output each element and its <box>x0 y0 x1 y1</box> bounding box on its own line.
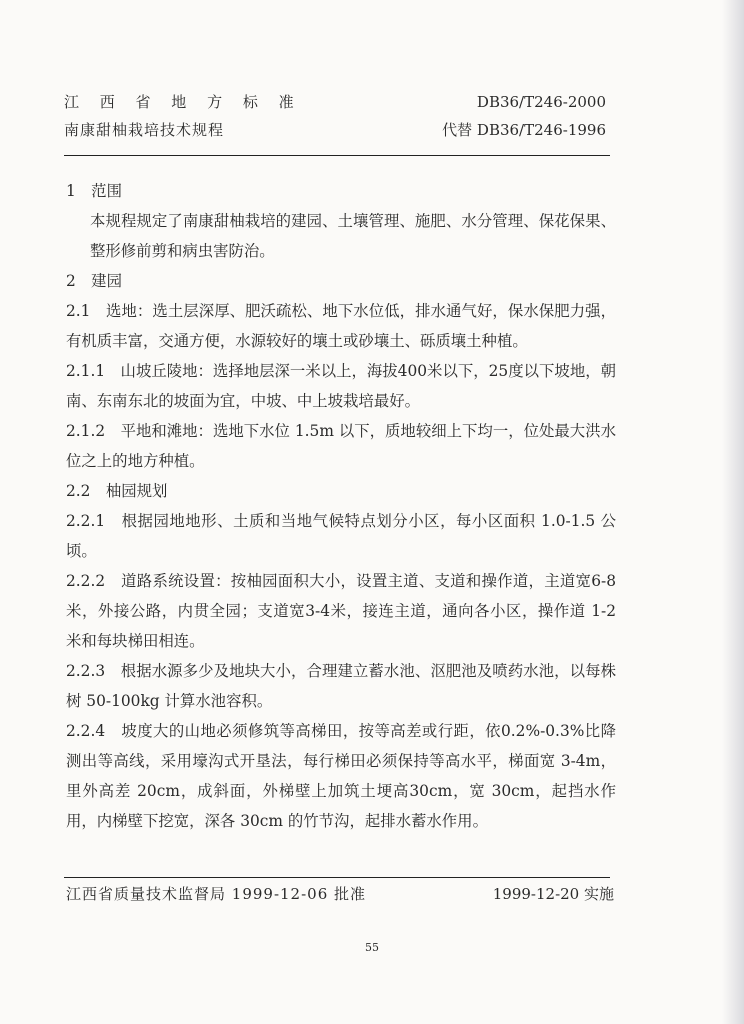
section-1-title: 1 范围 <box>66 182 122 200</box>
standard-org: 江 西 省 地 方 标 准 <box>64 93 302 111</box>
section-2-2-title: 2.2 柚园规划 <box>66 482 168 500</box>
header-right <box>442 88 606 144</box>
implementation-line: 1999-12-20 实施 <box>492 885 614 903</box>
document-title: 南康甜柚栽培技术规程 <box>64 121 225 139</box>
replaces-code: 代替 DB36/T246-1996 <box>442 121 606 139</box>
section-2-2-1: 2.2.1 根据园地地形、土质和当地气候特点划分小区，每小区面积 1.0-1.5 公顷。 <box>66 512 616 560</box>
section-2-1: 2.1 选地：选土层深厚、肥沃疏松、地下水位低，排水通气好，保水保肥力强，有机质丰富，交通方便，水源较好的壤土或砂壤土、砾质壤土种植。 <box>66 302 616 350</box>
approval-line: 江西省质量技术监督局 1999-12-06 批准 <box>66 885 367 903</box>
standard-code: DB36/T246-2000 <box>476 93 606 111</box>
section-1-body: 本规程规定了南康甜柚栽培的建园、土壤管理、施肥、水分管理、保花保果、整形修前剪和病虫害防治。 <box>90 212 616 260</box>
footer-divider <box>64 877 610 878</box>
page-number: 55 <box>365 941 379 954</box>
section-2-1-2: 2.1.2 平地和滩地：选地下水位 1.5m 以下，质地较细上下均一，位处最大洪水位之上的地方种植。 <box>66 422 616 470</box>
header-divider <box>64 155 610 156</box>
body-text <box>66 176 616 836</box>
section-2-title: 2 建园 <box>66 272 122 290</box>
section-2-2-2: 2.2.2 道路系统设置：按柚园面积大小，设置主道、支道和操作道，主道宽6-8米，外接公路，内贯全园；支道宽3-4米，接连主道，通向各小区，操作道 1-2 米和每块梯田相连。 <box>66 572 616 650</box>
header-left <box>64 88 302 144</box>
scan-edge-shadow <box>722 0 744 1024</box>
section-2-2-4: 2.2.4 坡度大的山地必须修筑等高梯田，按等高差或行距，依0.2%-0.3%比降测出等高线，采用壕沟式开垦法，每行梯田必须保持等高水平，梯面宽 3-4m，里外高差 20cm，成斜面，外梯壁上加筑土埂高30cm，宽 30cm，起挡水作用，内梯壁下挖宽，深各 30cm 的竹节沟，起排水蓄水作用。 <box>66 722 616 830</box>
section-2-2-3: 2.2.3 根据水源多少及地块大小，合理建立蓄水池、沤肥池及喷药水池，以每株树 50-100kg 计算水池容积。 <box>66 662 616 710</box>
section-2-1-1: 2.1.1 山坡丘陵地：选择地层深一米以上，海拔400米以下，25度以下坡地，朝南、东南东北的坡面为宜，中坡、中上坡栽培最好。 <box>66 362 616 410</box>
